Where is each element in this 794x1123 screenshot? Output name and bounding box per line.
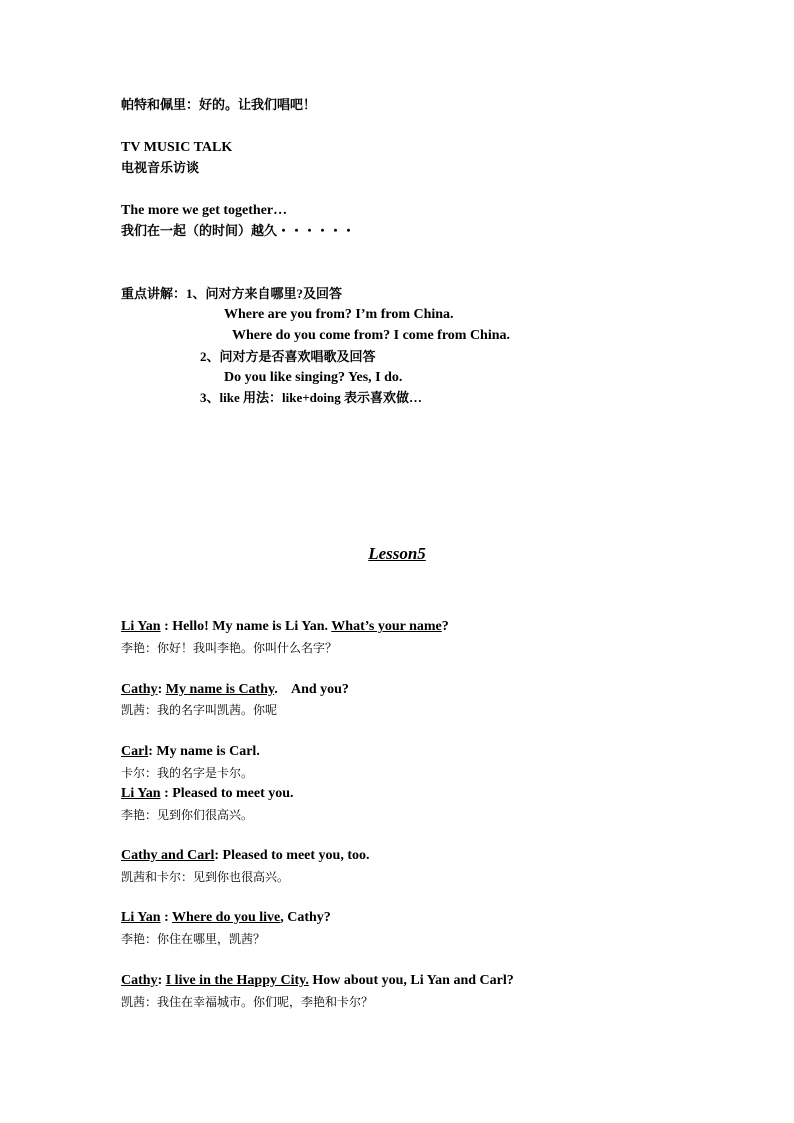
point-3-number: 3、 bbox=[200, 390, 220, 405]
dialogue-line-zh: 卡尔：我的名字是卡尔。 bbox=[121, 766, 254, 780]
dialogue-line-zh: 李艳：见到你们很高兴。 bbox=[121, 808, 254, 822]
dialogue-line-zh: 凯茜：我的名字叫凯茜。你呢 bbox=[121, 703, 278, 717]
point-2-text: 问对方是否喜欢唱歌及回答 bbox=[219, 349, 376, 364]
speaker-name: Cathy bbox=[121, 682, 158, 697]
dialogue-text: How about you, Li Yan and Carl? bbox=[308, 973, 514, 988]
point-2-number: 2、 bbox=[200, 349, 220, 364]
dialogue-text: Pleased to meet you. bbox=[172, 786, 294, 801]
tv-title: TV MUSIC TALK bbox=[121, 140, 233, 155]
speaker-separator: : bbox=[214, 848, 223, 863]
point-1-example-1: Where are you from? I’m from China. bbox=[224, 307, 454, 322]
tv-title-zh: 电视音乐访谈 bbox=[121, 160, 200, 175]
speaker-name: Li Yan bbox=[121, 786, 161, 801]
speaker-name: Cathy bbox=[121, 973, 158, 988]
speaker-separator: : bbox=[160, 786, 173, 801]
more-en: The more we get together… bbox=[121, 203, 288, 218]
speaker-name: Cathy and Carl bbox=[121, 848, 215, 863]
dialogue-text: , Cathy? bbox=[280, 910, 331, 925]
point-3-text: like 用法：like+doing 表示喜欢做… bbox=[219, 390, 422, 405]
dialogue-line-zh: 凯茜和卡尔：见到你也很高兴。 bbox=[121, 870, 290, 884]
point-2-line bbox=[200, 348, 376, 366]
point-3-line bbox=[200, 389, 422, 407]
lesson-title: Lesson5 bbox=[368, 544, 426, 563]
dialogue-text: Pleased to meet you, too. bbox=[222, 848, 370, 863]
dialogue-line-en bbox=[121, 972, 514, 990]
key-points-heading-line bbox=[121, 285, 342, 303]
dialogue-line-en bbox=[121, 743, 260, 761]
speaker-separator: : bbox=[148, 744, 157, 759]
key-points-heading: 重点讲解： bbox=[121, 286, 187, 301]
speaker-separator: : bbox=[160, 910, 172, 925]
speaker-separator: : bbox=[160, 619, 173, 634]
dialogue-line-en bbox=[121, 618, 449, 636]
point-1-number: 1、 bbox=[186, 286, 206, 301]
dialogue-text: . And you? bbox=[274, 682, 349, 697]
point-2-example: Do you like singing? Yes, I do. bbox=[224, 370, 403, 385]
dialogue-text: ? bbox=[441, 619, 449, 634]
more-zh: 我们在一起（的时间）越久・・・・・・ bbox=[121, 223, 356, 238]
speaker-separator: : bbox=[157, 682, 166, 697]
speaker-name: Li Yan bbox=[121, 910, 161, 925]
dialogue-text: Hello! My name is Li Yan. bbox=[172, 619, 332, 634]
dialogue-text: My name is Carl. bbox=[156, 744, 260, 759]
dialogue-key-phrase: I live in the Happy City. bbox=[165, 973, 309, 988]
speaker-name: Carl bbox=[121, 744, 149, 759]
dialogue-key-phrase: Where do you live bbox=[171, 910, 281, 925]
speaker-separator: : bbox=[157, 973, 166, 988]
dialogue-key-phrase: What’s your name bbox=[331, 619, 442, 634]
dialogue-line-en bbox=[121, 847, 370, 865]
intro-sing-line: 帕特和佩里：好的。让我们唱吧！ bbox=[121, 97, 317, 112]
dialogue-key-phrase: My name is Cathy bbox=[165, 682, 275, 697]
speaker-name: Li Yan bbox=[121, 619, 161, 634]
point-1-example-2: Where do you come from? I come from China. bbox=[232, 328, 511, 343]
dialogue-line-zh: 李艳：你住在哪里，凯茜？ bbox=[121, 932, 266, 946]
dialogue-line-en bbox=[121, 909, 331, 927]
dialogue-line-zh: 李艳：你好！我叫李艳。你叫什么名字？ bbox=[121, 641, 338, 655]
dialogue-line-en bbox=[121, 681, 349, 699]
dialogue-line-zh: 凯茜：我住在幸福城市。你们呢，李艳和卡尔？ bbox=[121, 995, 374, 1009]
dialogue-line-en bbox=[121, 785, 294, 803]
point-1-text: 问对方来自哪里?及回答 bbox=[205, 286, 343, 301]
